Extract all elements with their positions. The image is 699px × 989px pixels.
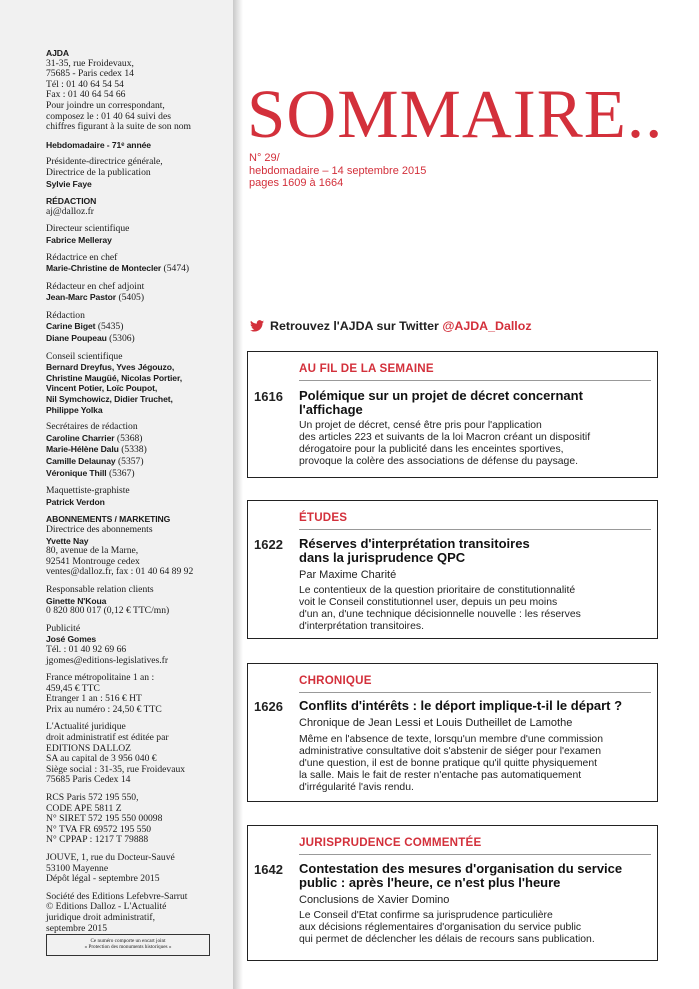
section-box-jurisprudence-commentee xyxy=(247,825,658,961)
summary-line: d'irrégularité l'avis rendu. xyxy=(299,782,414,793)
secretary-ext: (5357) xyxy=(115,456,144,467)
masthead-content xyxy=(46,48,228,941)
headline-line: Réserves d'interprétation transitoires xyxy=(299,536,530,551)
summary-line: Un projet de décret, censé être pris pour l'application xyxy=(299,420,542,431)
category-underline xyxy=(299,529,651,530)
article-headline-link[interactable] xyxy=(299,389,644,418)
subscriptions-director-title: Directrice des abonnements xyxy=(46,523,153,535)
redaction-members-block xyxy=(46,311,228,345)
secretary-name: Caroline Charrier xyxy=(46,432,115,443)
summary-line: qui permet de déclencher les délais de recours sans publication. xyxy=(299,934,595,945)
article-headline-link[interactable] xyxy=(299,862,644,891)
address-line: chiffres figurant à la suite de son nom xyxy=(46,121,192,133)
headline-line: dans la jurisprudence QPC xyxy=(299,550,466,566)
editor-in-chief-title: Rédactrice en chef xyxy=(46,251,118,263)
redaction-heading: RÉDACTION xyxy=(46,196,97,207)
director-block xyxy=(46,157,228,189)
legal-line: 75685 Paris Cedex 14 xyxy=(46,774,131,786)
council-block xyxy=(46,352,228,416)
redaction-member-ext: (5435) xyxy=(95,321,124,333)
insert-footnote-box xyxy=(46,934,210,956)
section-category: CHRONIQUE xyxy=(299,674,372,687)
printer-block xyxy=(46,853,228,885)
council-title: Conseil scientifique xyxy=(46,350,123,362)
summary-line: Le contentieux de la question prioritaire de constitutionnalité xyxy=(299,585,576,596)
summary-line: d'un an, d'une technique décisionnelle nouvelle : les réserves xyxy=(299,609,581,620)
headline-line: Conflits d'intérêts : le déport implique-t-il le départ ? xyxy=(299,698,623,713)
address-line: Pour joindre un correspondant, xyxy=(46,99,165,111)
registry-block xyxy=(46,793,228,846)
client-phone: 0 820 800 017 (0,12 € TTC/mn) xyxy=(46,605,170,617)
summary-line: aux décisions réglementaires d'organisation du service public xyxy=(299,922,582,933)
secretaries-block xyxy=(46,422,228,479)
scientific-director-title: Directeur scientifique xyxy=(46,223,130,235)
article-summary xyxy=(299,585,651,633)
printer-line: JOUVE, 1, rue du Docteur-Sauvé xyxy=(46,852,175,863)
summary-line: la salle. Mais le fait de rester n'entache pas automatiquement xyxy=(299,770,582,781)
secretary-name: Marie-Hélène Dalu xyxy=(46,444,119,455)
issue-date: hebdomadaire – 14 septembre 2015 xyxy=(249,164,427,177)
scientific-director-name: Fabrice Melleray xyxy=(46,234,112,245)
deputy-editor-ext: (5405) xyxy=(116,292,145,304)
summary-line: administrative consultative doit s'abstenir de siéger pour l'examen xyxy=(299,746,601,757)
article-headline-link[interactable] xyxy=(299,699,644,713)
registry-line: N° CPPAP : 1217 T 79888 xyxy=(46,834,149,846)
address-line: composez le : 01 40 64 suivi des xyxy=(46,110,171,122)
category-underline xyxy=(299,692,651,693)
address-line: Tél : 01 40 64 54 54 xyxy=(46,78,124,90)
footnote-line: Ce numéro comporte un encart joint xyxy=(90,938,166,944)
article-author: Chronique de Jean Lessi et Louis Dutheillet de Lamothe xyxy=(299,717,573,729)
page-number: 1626 xyxy=(254,699,283,714)
redaction-email: aj@dalloz.fr xyxy=(46,205,94,217)
article-summary xyxy=(299,420,651,468)
twitter-promo xyxy=(250,319,532,333)
subscriptions-heading: ABONNEMENTS / MARKETING xyxy=(46,514,171,525)
twitter-label: Retrouvez l'AJDA sur Twitter xyxy=(270,319,443,333)
scientific-director-block xyxy=(46,224,228,245)
summary-line: voit le Conseil constitutionnel user, depuis un peu moins xyxy=(299,597,558,608)
summary-line: Le Conseil d'Etat confirme sa jurisprudence particulière xyxy=(299,910,553,921)
subscriptions-address-line: 92541 Montrouge cedex xyxy=(46,555,140,567)
section-box-chronique xyxy=(247,663,658,802)
council-member-line: Philippe Yolka xyxy=(46,404,103,415)
redaction-member-name: Diane Poupeau xyxy=(46,333,107,344)
redaction-member-name: Carine Biget xyxy=(46,321,96,332)
legal-line: SA au capital de 3 956 040 € xyxy=(46,753,157,765)
ads-block xyxy=(46,624,228,666)
summary-line: d'une question, il est de bonne pratique qu'il quitte physiquement xyxy=(299,758,598,769)
page-title: SOMMAIRE.. xyxy=(247,76,664,152)
deputy-editor-name: Jean-Marc Pastor xyxy=(46,292,117,303)
headline-line: public : après l'heure, ce n'est plus l'heure xyxy=(299,875,561,891)
editor-in-chief-name: Marie-Christine de Montecler xyxy=(46,263,162,274)
subscriptions-block xyxy=(46,514,228,578)
subscriptions-address-line: 80, avenue de la Marne, xyxy=(46,545,139,557)
ads-contact-line: Tél. : 01 40 92 69 66 xyxy=(46,643,127,655)
legal-line: EDITIONS DALLOZ xyxy=(46,742,131,754)
summary-line: des articles 223 et suivants de la loi Macron créant un dispositif xyxy=(299,432,591,443)
prices-block xyxy=(46,673,228,715)
copyright-line: © Editions Dalloz - L'Actualité xyxy=(46,901,167,913)
registry-line: CODE APE 5811 Z xyxy=(46,802,122,814)
legal-block xyxy=(46,722,228,786)
copyright-line: juridique droit administratif, xyxy=(46,911,155,923)
section-category: ÉTUDES xyxy=(299,511,348,524)
registry-line: N° SIRET 572 195 550 00098 xyxy=(46,813,163,825)
printer-line: 53100 Mayenne xyxy=(46,862,109,874)
section-box-au-fil-de-la-semaine xyxy=(247,351,658,478)
footnote-line: « Protection des monuments historiques » xyxy=(84,944,172,951)
registry-line: N° TVA FR 69572 195 550 xyxy=(46,823,152,835)
issue-info xyxy=(249,152,426,190)
secretary-ext: (5367) xyxy=(106,467,135,479)
editor-in-chief-block xyxy=(46,253,228,275)
headline-line: Polémique sur un projet de décret concernant xyxy=(299,388,583,403)
client-name: Ginette N'Koua xyxy=(46,595,107,606)
article-headline-link[interactable] xyxy=(299,537,644,566)
summary-line: dérogatoire pour la publicité dans les enceintes sportives, xyxy=(299,444,564,455)
address-line: 31-35, rue Froidevaux, xyxy=(46,57,134,69)
price-line: Prix au numéro : 24,50 € TTC xyxy=(46,703,162,715)
article-summary xyxy=(299,910,651,946)
section-category: JURISPRUDENCE COMMENTÉE xyxy=(299,836,482,849)
article-author: Conclusions de Xavier Domino xyxy=(299,894,450,906)
ads-name: José Gomes xyxy=(46,634,97,645)
director-name: Sylvie Faye xyxy=(46,178,92,189)
printer-line: Dépôt légal - septembre 2015 xyxy=(46,873,160,885)
price-line: Etranger 1 an : 516 € HT xyxy=(46,693,142,705)
legal-line: droit administratif est éditée par xyxy=(46,732,169,744)
page-number: 1642 xyxy=(254,862,283,877)
subscriptions-director-name: Yvette Nay xyxy=(46,535,89,546)
registry-line: RCS Paris 572 195 550, xyxy=(46,792,139,804)
council-member-line: Vincent Potier, Loïc Poupot, xyxy=(46,383,158,394)
copyright-block xyxy=(46,892,228,934)
masthead-sidebar xyxy=(0,0,233,989)
twitter-handle-link[interactable]: @AJDA_Dalloz xyxy=(442,319,532,333)
layout-title: Maquettiste-graphiste xyxy=(46,485,130,497)
deputy-editor-block xyxy=(46,282,228,304)
secretary-name: Camille Delaunay xyxy=(46,456,116,466)
address-line: 75685 - Paris cedex 14 xyxy=(46,68,134,80)
secretary-name: Véronique Thill xyxy=(46,467,107,478)
copyright-line: septembre 2015 xyxy=(46,922,108,934)
redaction-title: Rédaction xyxy=(46,309,85,321)
client-block xyxy=(46,585,228,617)
legal-line: Siège social : 31-35, rue Froidevaux xyxy=(46,763,186,775)
legal-line: L'Actualité juridique xyxy=(46,721,126,733)
page-fold-shadow xyxy=(233,0,243,989)
council-member-line: Nil Symchowicz, Didier Truchet, xyxy=(46,394,173,405)
price-line: France métropolitaine 1 an : xyxy=(46,672,155,684)
frequency: Hebdomadaire - 71ᵉ année xyxy=(46,139,151,150)
council-member-line: Christine Maugüé, Nicolas Portier, xyxy=(46,372,183,383)
page-number: 1616 xyxy=(254,389,283,404)
deputy-editor-title: Rédacteur en chef adjoint xyxy=(46,280,145,292)
price-line: 459,45 € TTC xyxy=(46,682,100,694)
page-number: 1622 xyxy=(254,537,283,552)
copyright-line: Société des Editions Lefebvre-Sarrut xyxy=(46,890,188,902)
issue-pages: pages 1609 à 1664 xyxy=(249,177,344,189)
layout-block xyxy=(46,486,228,507)
headline-line: Contestation des mesures d'organisation du service xyxy=(299,861,623,876)
section-box-etudes xyxy=(247,500,658,639)
address-line: Fax : 01 40 64 54 66 xyxy=(46,89,126,101)
secretaries-title: Secrétaires de rédaction xyxy=(46,421,138,433)
article-summary xyxy=(299,734,651,794)
client-title: Responsable relation clients xyxy=(46,583,154,595)
summary-line: Même en l'absence de texte, lorsqu'un membre d'une commission xyxy=(299,734,603,745)
twitter-bird-icon xyxy=(250,319,270,333)
summary-line: provoque la colère des associations de défense du paysage. xyxy=(299,456,579,467)
category-underline xyxy=(299,854,651,855)
director-title: Directrice de la publication xyxy=(46,166,151,178)
ads-title: Publicité xyxy=(46,622,81,634)
layout-name: Patrick Verdon xyxy=(46,496,105,507)
summary-line: d'interprétation transitoires. xyxy=(299,621,425,632)
subscriptions-address-line: ventes@dalloz.fr, fax : 01 40 64 89 92 xyxy=(46,566,194,578)
ads-contact-line: jgomes@editions-legislatives.fr xyxy=(46,654,169,666)
issue-number: N° 29/ xyxy=(249,152,280,164)
director-title: Présidente-directrice générale, xyxy=(46,156,163,168)
category-underline xyxy=(299,380,651,381)
editor-in-chief-ext: (5474) xyxy=(161,263,190,275)
frequency-block xyxy=(46,140,228,151)
redaction-member-ext: (5306) xyxy=(106,333,135,345)
article-author: Par Maxime Charité xyxy=(299,569,397,581)
council-member-line: Bernard Dreyfus, Yves Jégouzo, xyxy=(46,362,175,373)
secretary-ext: (5338) xyxy=(118,444,147,456)
headline-line: l'affichage xyxy=(299,402,363,418)
publisher-name: AJDA xyxy=(46,48,69,58)
redaction-block xyxy=(46,196,228,217)
secretary-ext: (5368) xyxy=(114,432,143,444)
section-category: AU FIL DE LA SEMAINE xyxy=(299,362,434,375)
publisher-block xyxy=(46,48,228,133)
